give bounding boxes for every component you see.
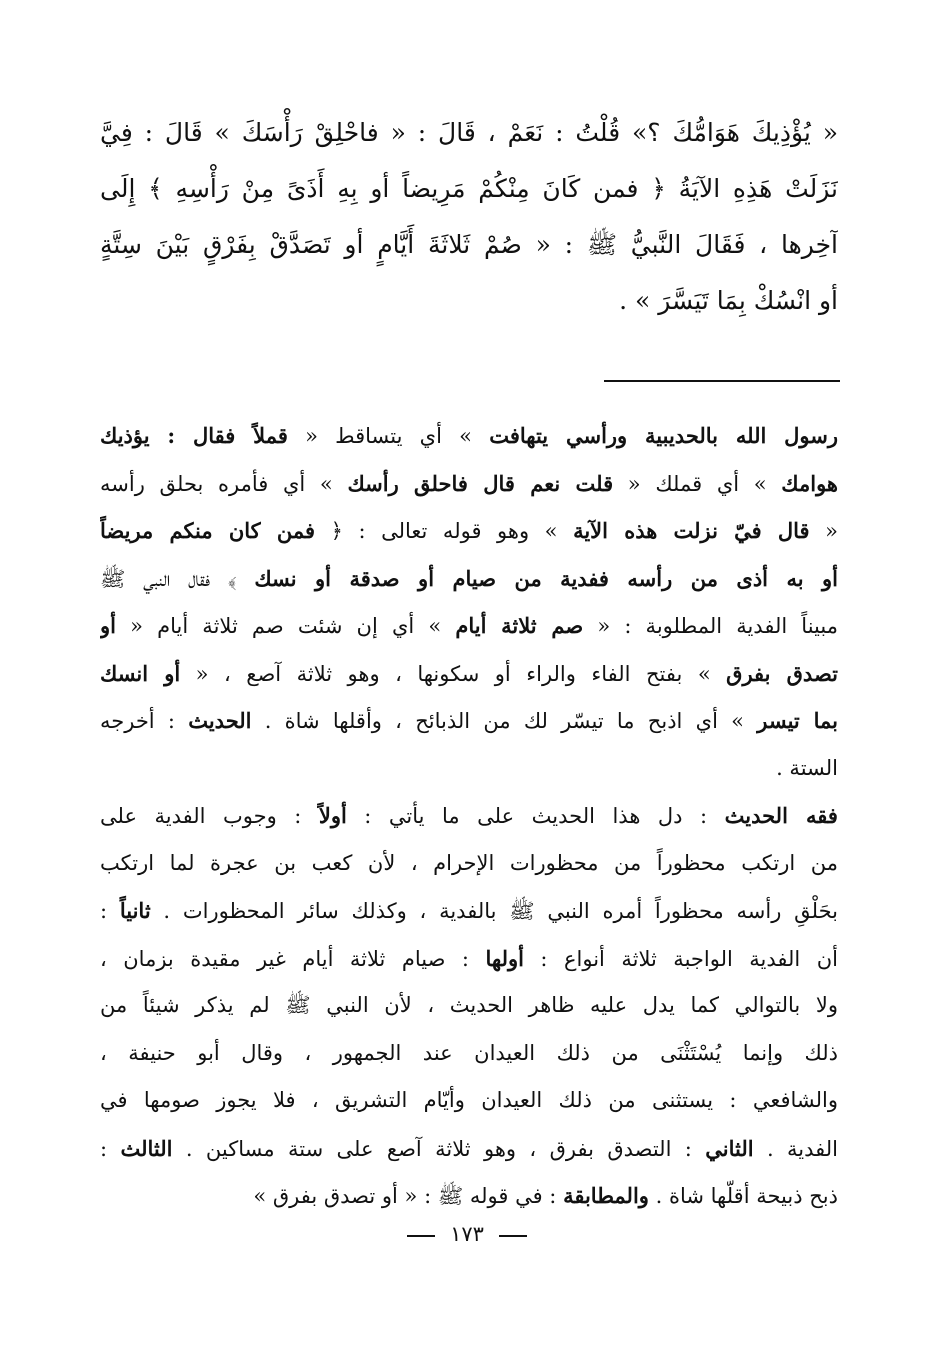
commentary-line: [100, 887, 838, 935]
hadith-text: [100, 105, 838, 329]
commentary-line: [100, 1125, 838, 1173]
bold-phrase: أو به أذى من رأسه ففدية من صيام أو صدقة أو نسك: [254, 565, 838, 591]
commentary-line: [100, 792, 838, 840]
bold-phrase: قلت نعم قال فاحلق رأسك: [347, 470, 614, 496]
bold-phrase: أولاً: [318, 803, 347, 828]
text-run: :: [100, 1136, 121, 1161]
bold-phrase: أو انسك: [100, 660, 181, 686]
bold-phrase: بما تيسر: [757, 708, 838, 733]
hadith-line: « يُؤْذِيكَ هَوَامُّكَ ؟» قُلْتُ : نَعَمْ ، قَالَ : « فاحْلِقْ رَأْسَكَ » قَالَ : فِيَّ: [100, 118, 838, 147]
text-run: » بفتح الفاء والراء أو سكونها ، وهو ثلاثة آصع ، «: [180, 661, 727, 686]
bold-phrase: قال فيّ نزلت هذه الآية: [573, 518, 810, 543]
page-number: ١٧٣: [450, 1222, 484, 1246]
text-run: » أي قملك «: [613, 471, 782, 496]
bold-phrase: ثانياً: [119, 898, 151, 923]
bold-phrase: تصدق بفرق: [726, 660, 838, 686]
text-run: : التصدق بفرق ، وهو ثلاثة آصع على ستة مساكين .: [172, 1136, 706, 1161]
commentary-line: [100, 935, 838, 983]
text-run: الستة .: [776, 755, 838, 780]
text-run: ذلك وإنما يُسْتَثْنَى من ذلك العيدان عند الجمهور ، وقال أبو حنيفة ،: [100, 1040, 838, 1065]
bold-phrase: فقه الحديث: [724, 803, 838, 828]
commentary-line: [100, 555, 838, 603]
text-run: بحَلْقِ رأسه محظوراً أمره النبي ﷺ بالفدية ، وكذلك سائر المحظورات .: [150, 899, 838, 923]
commentary-line: [100, 507, 838, 555]
bold-phrase: أولها: [485, 945, 524, 971]
commentary-line: [100, 840, 838, 888]
commentary-line: [100, 412, 838, 460]
text-run: : في قوله ﷺ : « أو تصدق بفرق »: [253, 1184, 564, 1208]
hadith-line: نَزَلَتْ هَذِهِ الآيَةُ ﴿ فمن كَانَ مِنْكُمْ مَرِيضاً أو بِهِ أَذَىً مِنْ رَأْسِهِ ﴾ إِلَى: [100, 174, 838, 203]
commentary-line: [100, 982, 838, 1030]
hadith-line: أو انْسُكْ بِمَا تَيَسَّرَ » .: [619, 286, 838, 315]
commentary-line: [100, 650, 838, 698]
hadith-line: آخِرها ، فَقَالَ النَّبيُّ ﷺ : « صُمْ ثَلاثَةَ أَيَّامٍ أو تَصَدَّقْ بِفَرْقٍ بَيْنَ سِتَّةٍ: [100, 230, 838, 259]
commentary-line: [100, 697, 838, 745]
bold-phrase: قملاً فقال : يؤذيك: [100, 423, 288, 448]
text-run: مبيناً الفدية المطلوبة : «: [583, 614, 838, 638]
commentary-line: [100, 1172, 838, 1220]
bold-phrase: صم ثلاثة أيام: [455, 613, 584, 638]
bold-phrase: أو: [100, 613, 116, 638]
bold-phrase: الثالث: [120, 1135, 173, 1161]
bold-phrase: رسول الله بالحديبية ورأسي يتهافت: [489, 423, 838, 448]
text-run: «: [809, 519, 838, 543]
footer-dash: [407, 1235, 435, 1237]
commentary-line: [100, 745, 838, 793]
footer-dash: [499, 1235, 527, 1237]
commentary-line: [100, 1030, 838, 1078]
text-run: ﴾ فقال النبي ﷺ: [100, 566, 255, 591]
text-run: :: [100, 899, 120, 923]
text-run: » أي إن شئت صم ثلاثة أيام «: [115, 614, 456, 638]
text-run: » وهو قوله تعالى : ﴿: [315, 519, 574, 543]
text-run: ذبح ذبيحة أقلّها شاة .: [648, 1184, 838, 1208]
bold-phrase: والمطابقة: [563, 1183, 649, 1208]
text-run: من ارتكب محظوراً من محظورات الإحرام ، لأن كعب بن عجرة لما ارتكب: [100, 850, 838, 875]
text-run: الفدية .: [753, 1136, 838, 1161]
text-run: : دل هذا الحديث على ما يأتي :: [346, 804, 725, 828]
commentary-line: [100, 460, 838, 508]
text-run: ولا بالتوالي كما يدل عليه ظاهر الحديث ، لأن النبي ﷺ لم يذكر شيئاً من: [100, 993, 838, 1017]
bold-phrase: هوامك: [781, 470, 838, 496]
text-run: أن الفدية الواجبة ثلاثة أنواع :: [523, 946, 838, 971]
text-run: : وجوب الفدية على: [100, 804, 319, 828]
bold-phrase: الثاني: [705, 1135, 754, 1161]
bold-phrase: الحديث: [188, 708, 252, 733]
text-run: » أي يتساقط «: [287, 424, 490, 448]
commentary-text: [100, 412, 838, 1220]
page-footer: [0, 1222, 934, 1246]
text-run: والشافعي : يستثنى من ذلك العيدان وأيّام التشريق ، فلا يجوز صومها في: [100, 1088, 838, 1112]
bold-phrase: فمن كان منكم مريضاً: [100, 518, 316, 543]
text-run: : صيام ثلاثة أيام غير مقيدة بزمان ،: [100, 946, 486, 971]
footnote-divider: [604, 380, 840, 382]
text-run: » أي فأمره بحلق رأسه: [100, 471, 348, 496]
text-run: : أخرجه: [100, 709, 189, 733]
commentary-line: [100, 602, 838, 650]
text-run: » أي اذبح ما تيسّر لك من الذبائح ، وأقلها شاة .: [251, 709, 758, 733]
commentary-line: [100, 1077, 838, 1125]
